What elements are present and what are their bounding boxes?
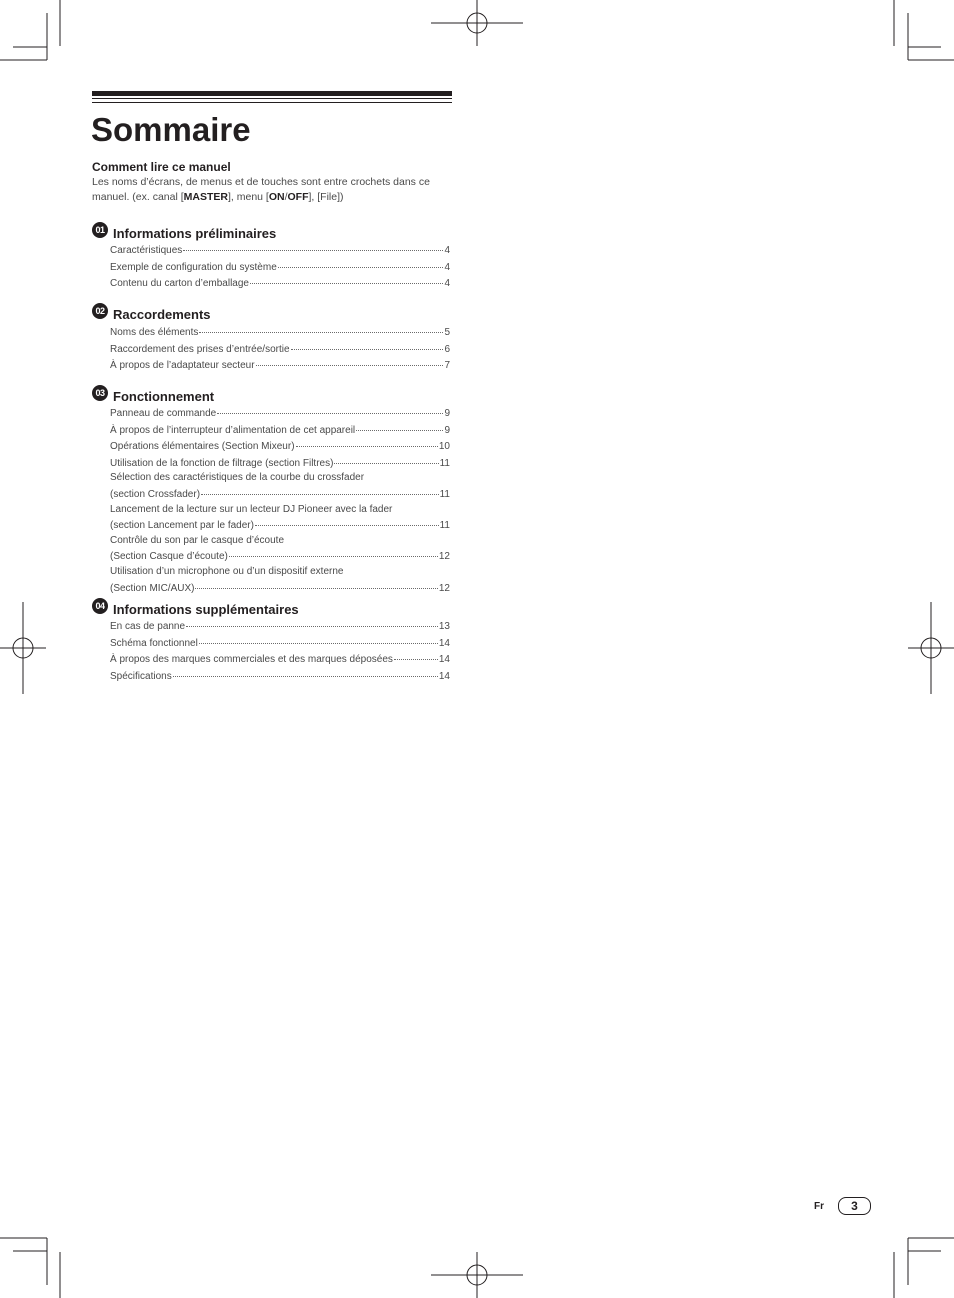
toc-entry[interactable]: Spécifications 14: [110, 668, 450, 685]
intro-block: [92, 160, 454, 205]
section-number-badge: 01: [92, 222, 108, 238]
toc-entry[interactable]: Panneau de commande 9: [110, 405, 450, 422]
section-04: [92, 598, 454, 684]
toc-entry[interactable]: Opérations élémentaires (Section Mixeur) 10: [110, 438, 450, 455]
toc-entry[interactable]: Sélection des caractéristiques de la courbe du crossfader (section Crossfader) 11: [110, 472, 450, 500]
language-label: Fr: [814, 1200, 824, 1212]
intro-line-2-mid: ], menu [: [227, 191, 269, 203]
toc-entry[interactable]: Utilisation de la fonction de filtrage (section Filtres) 11: [110, 455, 450, 472]
on-label: ON: [268, 191, 285, 203]
section-number-badge: 04: [92, 598, 108, 614]
intro-line-1: Les noms d’écrans, de menus et de touches sont entre crochets dans ce: [92, 176, 430, 188]
toc-entry[interactable]: À propos de l’adaptateur secteur 7: [110, 357, 450, 374]
section-title[interactable]: Fonctionnement: [113, 388, 215, 404]
toc-entry[interactable]: Contrôle du son par le casque d’écoute (Section Casque d’écoute) 12: [110, 534, 450, 563]
toc-entry[interactable]: À propos des marques commerciales et des marques déposées 14: [110, 651, 450, 668]
toc-entry[interactable]: En cas de panne 13: [110, 618, 450, 635]
intro-line-2-suffix: ], [File]): [308, 191, 344, 203]
intro-text: [92, 175, 454, 205]
master-label: MASTER: [183, 191, 228, 203]
section-03: [92, 385, 454, 596]
toc-entry[interactable]: Schéma fonctionnel 14: [110, 635, 450, 652]
page-footer: [814, 1197, 871, 1215]
toc-entry[interactable]: Caractéristiques 4: [110, 242, 450, 259]
toc-entry[interactable]: Lancement de la lecture sur un lecteur DJ Pioneer avec la fader (section Lancement par le fader) 11: [110, 503, 450, 532]
intro-heading: Comment lire ce manuel: [92, 160, 231, 174]
slash: /: [284, 191, 288, 203]
section-title[interactable]: Raccordements: [113, 306, 211, 322]
section-01: [92, 222, 454, 292]
section-number-badge: 02: [92, 303, 108, 319]
section-title[interactable]: Informations supplémentaires: [113, 601, 299, 617]
toc-entry[interactable]: Exemple de configuration du système 4: [110, 259, 450, 276]
section-number-badge: 03: [92, 385, 108, 401]
section-02: [92, 303, 454, 374]
off-label: OFF: [287, 191, 309, 203]
title-rules: [92, 91, 452, 103]
toc-entry[interactable]: Raccordement des prises d’entrée/sortie 6: [110, 341, 450, 358]
page-number-badge: 3: [838, 1197, 871, 1215]
page-title: Sommaire: [91, 111, 251, 148]
toc-entry[interactable]: À propos de l’interrupteur d’alimentation de cet appareil 9: [110, 422, 450, 439]
toc-entry[interactable]: Contenu du carton d’emballage 4: [110, 275, 450, 292]
toc-entry[interactable]: Noms des éléments 5: [110, 324, 450, 341]
section-title[interactable]: Informations préliminaires: [113, 225, 277, 241]
toc-entry[interactable]: Utilisation d’un microphone ou d’un dispositif externe (Section MIC/AUX) 12: [110, 565, 450, 594]
intro-line-2-prefix: manuel. (ex. canal [: [92, 191, 184, 203]
